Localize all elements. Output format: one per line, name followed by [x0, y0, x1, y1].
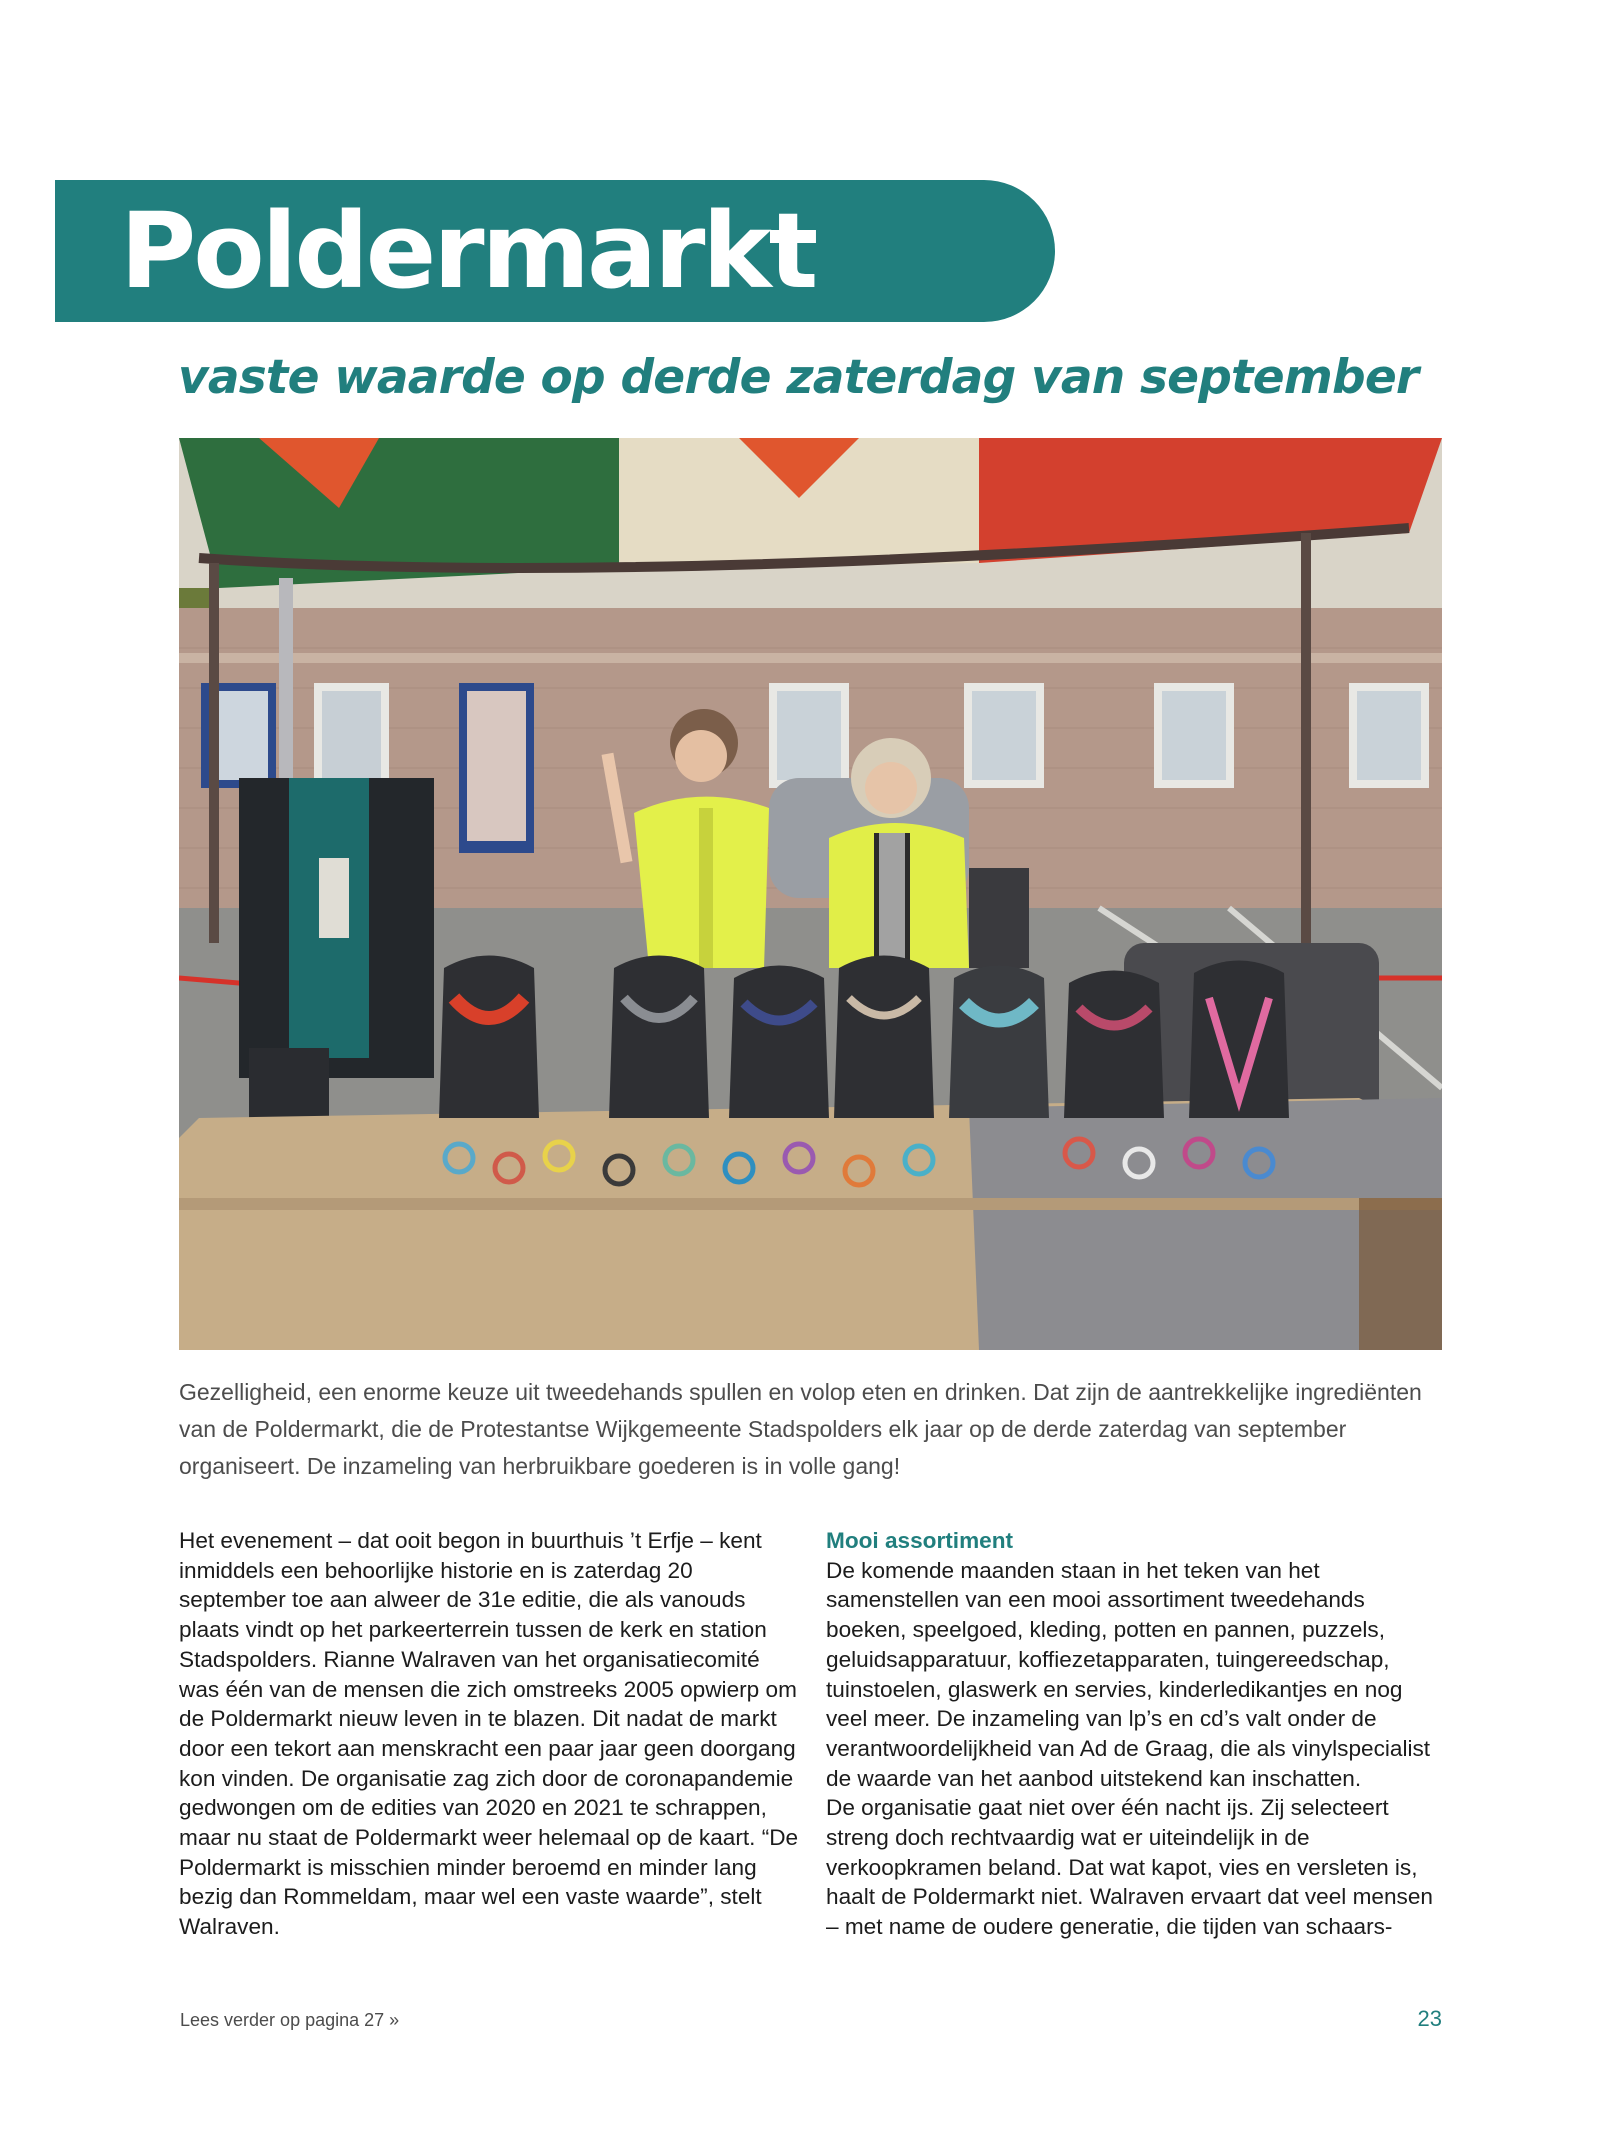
body-paragraph: De komende maanden staan in het teken van het samenstellen van een mooi assortiment tweedehands boeken, speelgoed, kleding, potten en pannen, puzzels, geluidsapparatuur, koffiezetapparaten, tuingereedschap, tuinstoelen, glaswerk en servies, kinderledikantjes en nog veel meer. De inzameling van lp’s en cd’s valt onder de verantwoordelijkheid van Ad de Graag, die als vinylspecialist de waarde van het aanbod uitstekend kan inschatten. [826, 1557, 1431, 1791]
section-heading: Mooi assortiment [826, 1528, 1014, 1553]
market-table [179, 1098, 1442, 1350]
body-paragraph: Het evenement – dat ooit begon in buurthuis ’t Erfje – kent inmiddels een behoorlijke historie en is zaterdag 20 september toe aan alweer de 31e editie, die als vanouds plaats vindt op het parkeerterrein tussen de kerk en station Stadspolders. Rianne Walraven van het organisatiecomité was één van de mensen die zich omstreeks 2005 opwierp om de Poldermarkt nieuw leven in te blazen. Dit nadat de markt door een tekort aan menskracht een paar jaar geen doorgang kon vinden. De organisatie zag zich door de coronapandemie gedwongen om de edities van 2020 en 2021 te schrappen, maar nu staat de Poldermarkt weer helemaal op de kaart. “De Poldermarkt is misschien minder beroemd en minder lang bezig dan Rommeldam, maar wel een vaste waarde”, stelt Walraven. [179, 1528, 799, 1940]
body-column-left [179, 1526, 801, 1942]
intro-paragraph: Gezelligheid, een enorme keuze uit tweedehands spullen en volop eten en drinken. Dat zijn de aantrekkelijke ingrediënten van de Poldermarkt, die de Protestantse Wijkgemeente Stadspolders elk jaar op de derde zaterdag van september organiseert. De inzameling van herbruikbare goederen is in volle gang! [179, 1379, 1422, 1479]
body-column-right [826, 1526, 1448, 1942]
subtitle: vaste waarde op derde zaterdag van september [178, 350, 1419, 405]
market-stall-photo [179, 438, 1442, 1350]
market-stall-illustration [179, 438, 1442, 1350]
continue-reading-note: Lees verder op pagina 27 » [180, 2010, 400, 2030]
clothing-rack [239, 778, 434, 1128]
body-paragraph: De organisatie gaat niet over één nacht ijs. Zij selecteert streng doch rechtvaardig wat er uiteindelijk in de verkoopkramen beland. Dat wat kapot, vies en versleten is, haalt de Poldermarkt niet. Walraven ervaart dat veel mensen – met name de oudere generatie, die tijden van schaars- [826, 1795, 1433, 1940]
page-number: 23 [1417, 2006, 1442, 2031]
page-title: Poldermarkt [120, 190, 816, 312]
